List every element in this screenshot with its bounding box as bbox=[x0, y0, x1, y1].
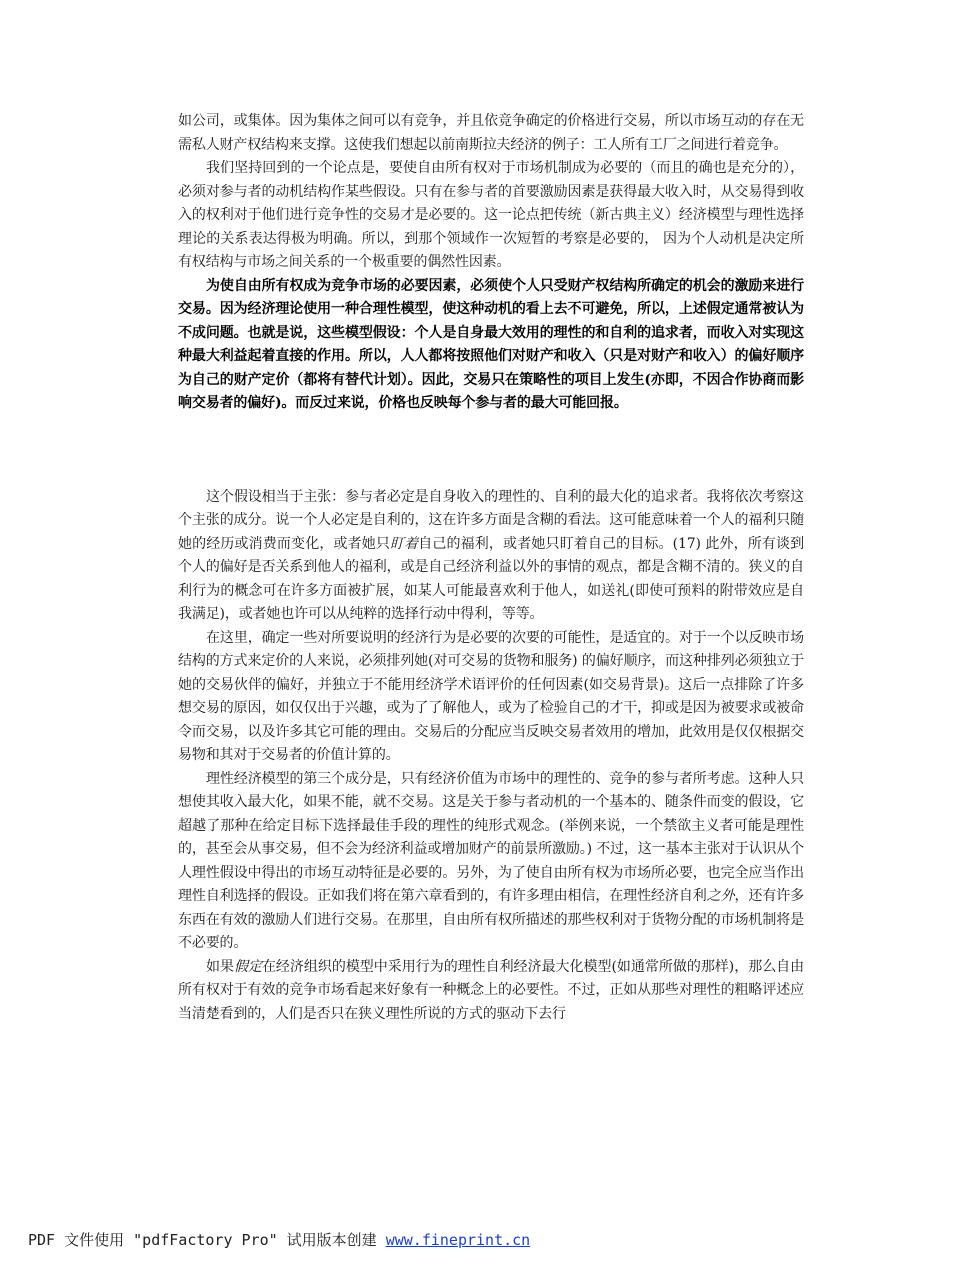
paragraph: 我们坚持回到的一个论点是，要使自由所有权对于市场机制成为必要的（而且的确也是充分的），必须对参与者的动机结构作某些假设。只有在参与者的首要激励因素是获得最大收入时，从交易得到收入的权利对于他们进行竞争性的交易才是必要的。这一论点把传统（新古典主义）经济模型与理性选择理论的关系表达得极为明确。所以，到那个领域作一次短暂的考察是必要的， 因为个人动机是决定所有权结构与市场之间关系的一个极重要的偶然性因素。 bbox=[178, 160, 804, 270]
fineprint-link[interactable]: www.fineprint.cn bbox=[385, 1231, 531, 1249]
italic-text-run: 假定 bbox=[233, 958, 262, 975]
text-run: ，还有许多东西在有效的激励人们进行交易。在那里，自由所有权所描述的那些权利对于货物分配的市场机制将是不必要的。 bbox=[178, 888, 804, 951]
text-run: 在经济组织的模型中采用行为的理性自利经济最大化模型(如通常所做的那样)，那么自由所有权对于有效的竞争市场看起来好象有一种概念上的必要性。不过，正如从那些对理性的粗略评述应当清楚看到的，人们是否只在狭义理性所说的方式的驱动下去行 bbox=[178, 958, 805, 1022]
italic-text-run: 盯着 bbox=[390, 535, 419, 552]
text-run: 理性经济模型的第三个成分是，只有经济价值为市场中的理性的、竞争的参与者所考虑。这种人只想使其收入最大化，如果不能，就不交易。这是关于参与者动机的一个基本的、随条件而变的假设，它超越了那种在给定目标下选择最佳手段的理性的纯形式观念。(举例来说，一个禁欲主义者可能是理性的，甚至会从事交易，但不会为经济利益或增加财产的前景所激励。) 不过，这一基本主张对于认识从个人理性假设中得出的市场互动特征是必要的。另外，为了使自由所有权为市场所必要，也完全应当作出理性自利选择的假设。正如我们将在第六章看到的，有许多理由相信，在理性经济自利 bbox=[178, 770, 804, 904]
section-spacer bbox=[178, 416, 804, 486]
paragraph bbox=[178, 956, 804, 1027]
pdf-factory-footer bbox=[28, 1229, 530, 1250]
text-run: 这个假设相当于主张：参与者必定是自身收入的理性的、自利的最大化的追求者。我将依次考察这个主张的成分。说一个人必定是自利的，这在许多方面是含糊的看法。这可能意味着一个人的福利只随她的经历或消费而变化，或者她只 bbox=[178, 488, 804, 552]
text-run: 自己的福利，或者她只盯着自己的目标。(17) 此外，所有谈到个人的偏好是否关系到他人的福利，或是自己经济利益以外的事情的观点，都是含糊不清的。狭义的自利行为的概念可在许多方面被扩展，如某人可能最喜欢利于他人，如送礼(即使可预料的附带效应是自我满足)，或者她也许可以从纯粹的选择行动中得利，等等。 bbox=[178, 535, 805, 622]
paragraph-continuation: 如公司，或集体。因为集体之间可以有竞争，并且依竞争确定的价格进行交易，所以市场互动的存在无需私人财产权结构来支撑。这使我们想起以前南斯拉夫经济的例子：工人所有工厂之间进行着竞争。 bbox=[178, 113, 804, 153]
footer-text: PDF 文件使用 "pdfFactory Pro" 试用版本创建 bbox=[28, 1231, 386, 1249]
paragraph bbox=[178, 768, 804, 956]
paragraph: 在这里，确定一些对所要说明的经济行为是必要的次要的可能性，是适宜的。对于一个以反映市场结构的方式来定价的人来说，必须排列她(对可交易的货物和服务) 的偏好顺序，而这种排列必须独立于她的交易伙伴的偏好，并独立于不能用经济学术语评价的任何因素(如交易背景)。这后一点排除了许多想交易的原因，如仅仅出于兴趣，或为了了解他人，或为了检验自己的才干，抑或是因为被要求或被命令而交易，以及许多其它可能的理由。交易后的分配应当反映交易者效用的增加，此效用是仅仅根据交易物和其对于交易者的价值计算的。 bbox=[178, 629, 804, 763]
italic-text-run: 之外 bbox=[706, 888, 735, 904]
paragraph bbox=[178, 486, 804, 627]
document-body bbox=[178, 110, 804, 1026]
paragraph-bold-emphasis: 为使自由所有权成为竞争市场的必要因素，必须使个人只受财产权结构所确定的机会的激励来进行交易。因为经济理论使用一种合理性模型，使这种动机的看上去不可避免，所以，上述假定通常被认为不成问题。也就是说，这些模型假设：个人是自身最大效用的理性的和自利的追求者，而收入对实现这种最大利益起着直接的作用。所以，人人都将按照他们对财产和收入（只是对财产和收入）的偏好顺序为自己的财产定价（都将有替代计划）。因此，交易只在策略性的项目上发生(亦即，不因合作协商而影响交易者的偏好)。而反过来说，价格也反映每个参与者的最大可能回报。 bbox=[178, 277, 804, 411]
text-run: 如果 bbox=[206, 958, 234, 975]
